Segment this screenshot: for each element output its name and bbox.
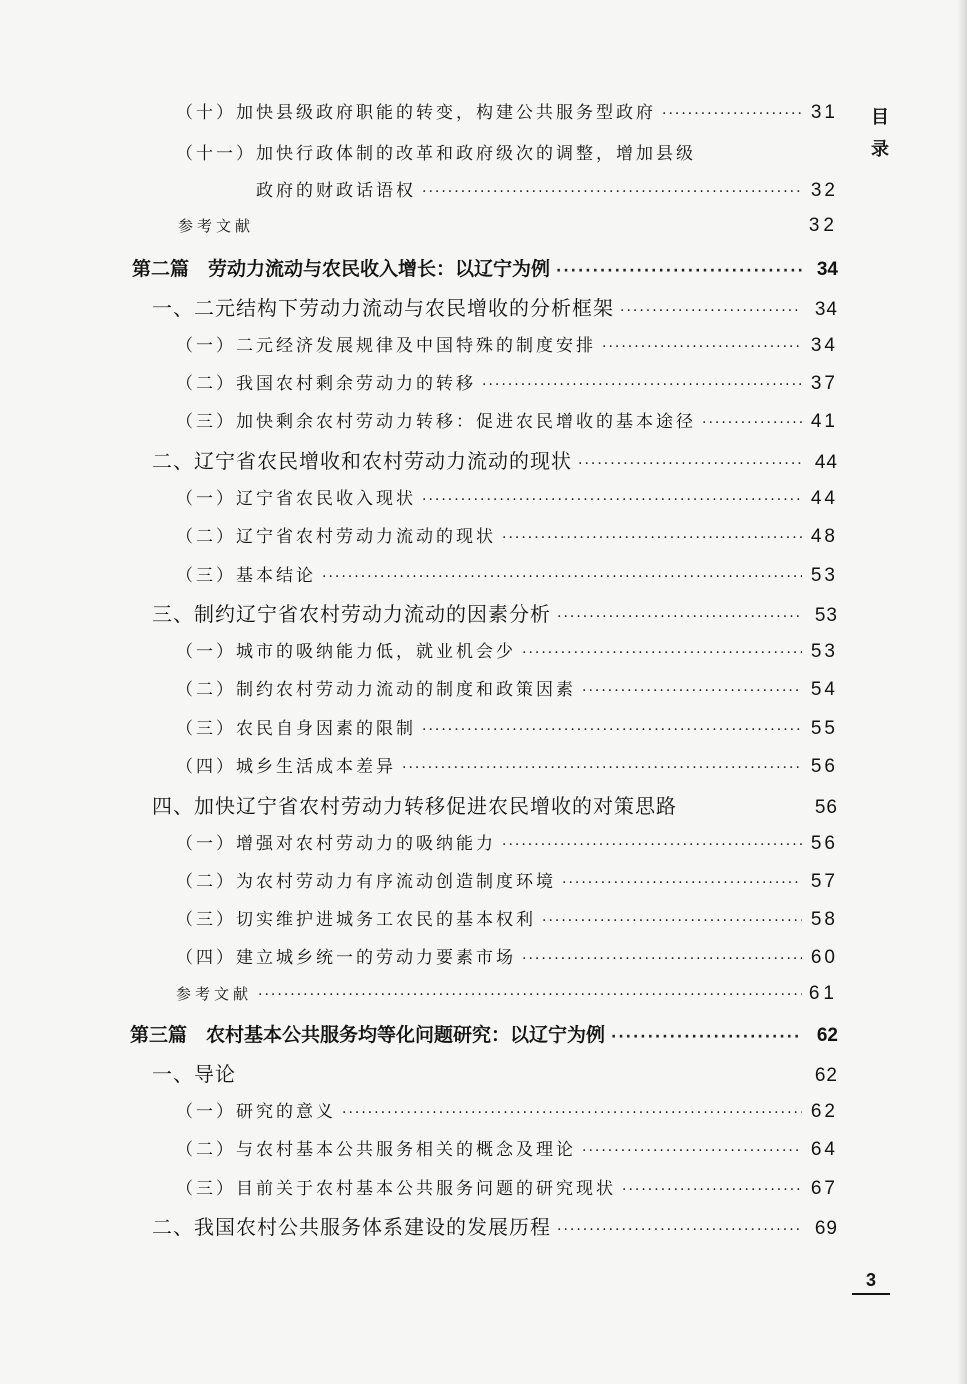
dot-leader [322,570,802,584]
page-number: 3 [852,1270,890,1295]
toc-entry[interactable] [176,905,838,931]
toc-entry-page: 60 [810,947,838,968]
toc-entry-label: （二）辽宁省农村劳动力流动的现状 [176,527,496,547]
toc-entry-page: 56 [814,797,838,818]
toc-entry-label: （三）切实维护进城务工农民的基本权利 [176,910,536,930]
toc-entry[interactable] [152,1058,838,1087]
toc-entry[interactable] [178,215,838,237]
toc-entry-page: 54 [810,679,838,700]
toc-entry-label: 一、导论 [152,1062,236,1086]
toc-entry-label: （二）我国农村剩余劳动力的转移 [176,374,476,394]
toc-entry-label: 参考文献 [176,985,253,1003]
toc-entry[interactable] [176,1097,838,1123]
toc-entry-label: 四、加快辽宁省农村劳动力转移促进农民增收的对策思路 [152,794,677,818]
toc-part-entry[interactable] [132,254,838,281]
toc-entry-page: 55 [810,718,838,739]
dot-leader [258,988,802,1002]
toc-entry-page: 53 [814,605,838,626]
toc-entry[interactable] [176,369,838,395]
dot-leader [522,646,802,660]
toc-entry[interactable] [176,714,838,740]
section-tab-char-2: 录 [871,139,889,160]
dot-leader [502,531,802,545]
toc-entry-label: 二、辽宁省农民增收和农村劳动力流动的现状 [152,449,572,473]
toc-entry-label: （三）目前关于农村基本公共服务问题的研究现状 [176,1179,616,1199]
dot-leader [342,1106,802,1120]
toc-entry-label: （一）城市的吸纳能力低，就业机会少 [176,642,516,662]
toc-entry[interactable] [176,484,838,510]
toc-entry-label: 二、我国农村公共服务体系建设的发展历程 [152,1215,551,1239]
toc-entry-label: 一、二元结构下劳动力流动与农民增收的分析框架 [152,296,614,320]
toc-entry-page: 37 [810,373,838,394]
toc-entry-label: （一）研究的意义 [176,1102,336,1122]
toc-entry-page: 53 [810,565,838,586]
toc-entry-page: 62 [816,1025,838,1046]
toc-entry-label: 三、制约辽宁省农村劳动力流动的因素分析 [152,602,551,626]
toc-entry-page: 64 [810,1139,838,1160]
dot-leader [662,107,802,121]
toc-entry[interactable] [152,598,838,627]
toc-entry-page: 57 [810,871,838,892]
dot-leader [622,1183,802,1197]
toc-entry-page: 67 [810,1178,838,1199]
toc-entry[interactable] [176,1174,838,1200]
toc-entry-label: （二）为农村劳动力有序流动创造制度环境 [176,872,556,892]
toc-entry[interactable] [256,176,838,202]
toc-entry-label: （十）加快县级政府职能的转变，构建公共服务型政府 [176,103,656,123]
toc-entry-page: 44 [814,452,838,473]
toc-entry-label: （三）农民自身因素的限制 [176,719,416,739]
toc-entry-label: （一）增强对农村劳动力的吸纳能力 [176,834,496,854]
toc-entry-page: 62 [810,1101,838,1122]
toc-entry-page: 44 [810,488,838,509]
dot-leader [602,340,802,354]
toc-entry-page: 56 [810,833,838,854]
toc-entry[interactable] [152,292,838,321]
dot-leader [578,457,802,471]
toc-entry-page: 34 [816,259,838,280]
dot-leader [422,185,802,199]
toc-entry[interactable] [152,790,838,819]
toc-entry-page: 41 [810,411,838,432]
toc-entry-label: （二）与农村基本公共服务相关的概念及理论 [176,1140,576,1160]
toc-entry-label: （三）基本结论 [176,566,316,586]
dot-leader [582,1144,802,1158]
dot-leader [482,378,802,392]
toc-entry-page: 62 [814,1065,838,1086]
toc-entry[interactable] [176,331,838,357]
toc-entry-page: 34 [810,335,838,356]
dot-leader [522,952,802,966]
toc-entry[interactable] [176,1135,838,1161]
toc-entry[interactable] [176,983,838,1005]
toc-entry-label: （四）城乡生活成本差异 [176,757,396,777]
dot-leader [422,493,802,507]
dot-leader [582,684,802,698]
toc-entry[interactable] [176,829,838,855]
dot-leader [402,761,802,775]
toc-entry-label: 政府的财政话语权 [256,181,416,201]
dot-leader [702,416,802,430]
dot-leader [542,914,802,928]
toc-entry[interactable] [176,407,838,433]
dot-leader [620,304,802,318]
toc-entry[interactable] [176,637,838,663]
toc-entry-page: 58 [810,909,838,930]
section-tab-char-1: 目 [871,107,889,128]
dot-leader [502,838,802,852]
toc-entry-page: 53 [810,641,838,662]
toc-entry[interactable] [152,1211,838,1240]
toc-entry-label: （二）制约农村劳动力流动的制度和政策因素 [176,680,576,700]
toc-entry[interactable] [176,561,838,587]
toc-entry[interactable] [176,752,838,778]
toc-entry-page: 31 [810,102,838,123]
toc-entry-page: 69 [814,1218,838,1239]
toc-entry-label: 参考文献 [178,217,255,235]
toc-entry[interactable] [176,98,838,124]
dot-leader [611,1030,802,1044]
dot-leader [557,1223,802,1237]
dot-leader [562,876,802,890]
toc-entry[interactable] [152,445,838,474]
toc-entry-label: （一）辽宁省农民收入现状 [176,489,416,509]
toc-part-entry[interactable] [130,1020,838,1047]
toc-entry[interactable] [176,522,838,548]
toc-entry-label: （一）二元经济发展规律及中国特殊的制度安排 [176,336,596,356]
section-tab [866,102,894,166]
toc-entry[interactable] [176,943,838,969]
toc-entry-label[interactable]: （十一）加快行政体制的改革和政府级次的调整，增加县级 [176,144,696,164]
toc-entry-page: 34 [814,299,838,320]
toc-entry-label: 第二篇 劳动力流动与农民收入增长：以辽宁为例 [132,258,551,280]
toc-entry-page: 48 [810,526,838,547]
toc-entry-page: 56 [810,756,838,777]
dot-leader [557,610,802,624]
toc-entry-page: 32 [808,215,838,236]
dot-leader [556,264,802,278]
toc-entry-page: 61 [808,983,838,1004]
toc-entry-label: （四）建立城乡统一的劳动力要素市场 [176,948,516,968]
toc-entry[interactable] [176,675,838,701]
toc-entry-page: 32 [810,180,838,201]
toc-entry[interactable] [176,867,838,893]
toc-entry-label: （三）加快剩余农村劳动力转移：促进农民增收的基本途径 [176,412,696,432]
toc-entry-label: 第三篇 农村基本公共服务均等化问题研究：以辽宁为例 [130,1024,606,1046]
dot-leader [422,723,802,737]
page-edge-shadow [957,0,967,1384]
